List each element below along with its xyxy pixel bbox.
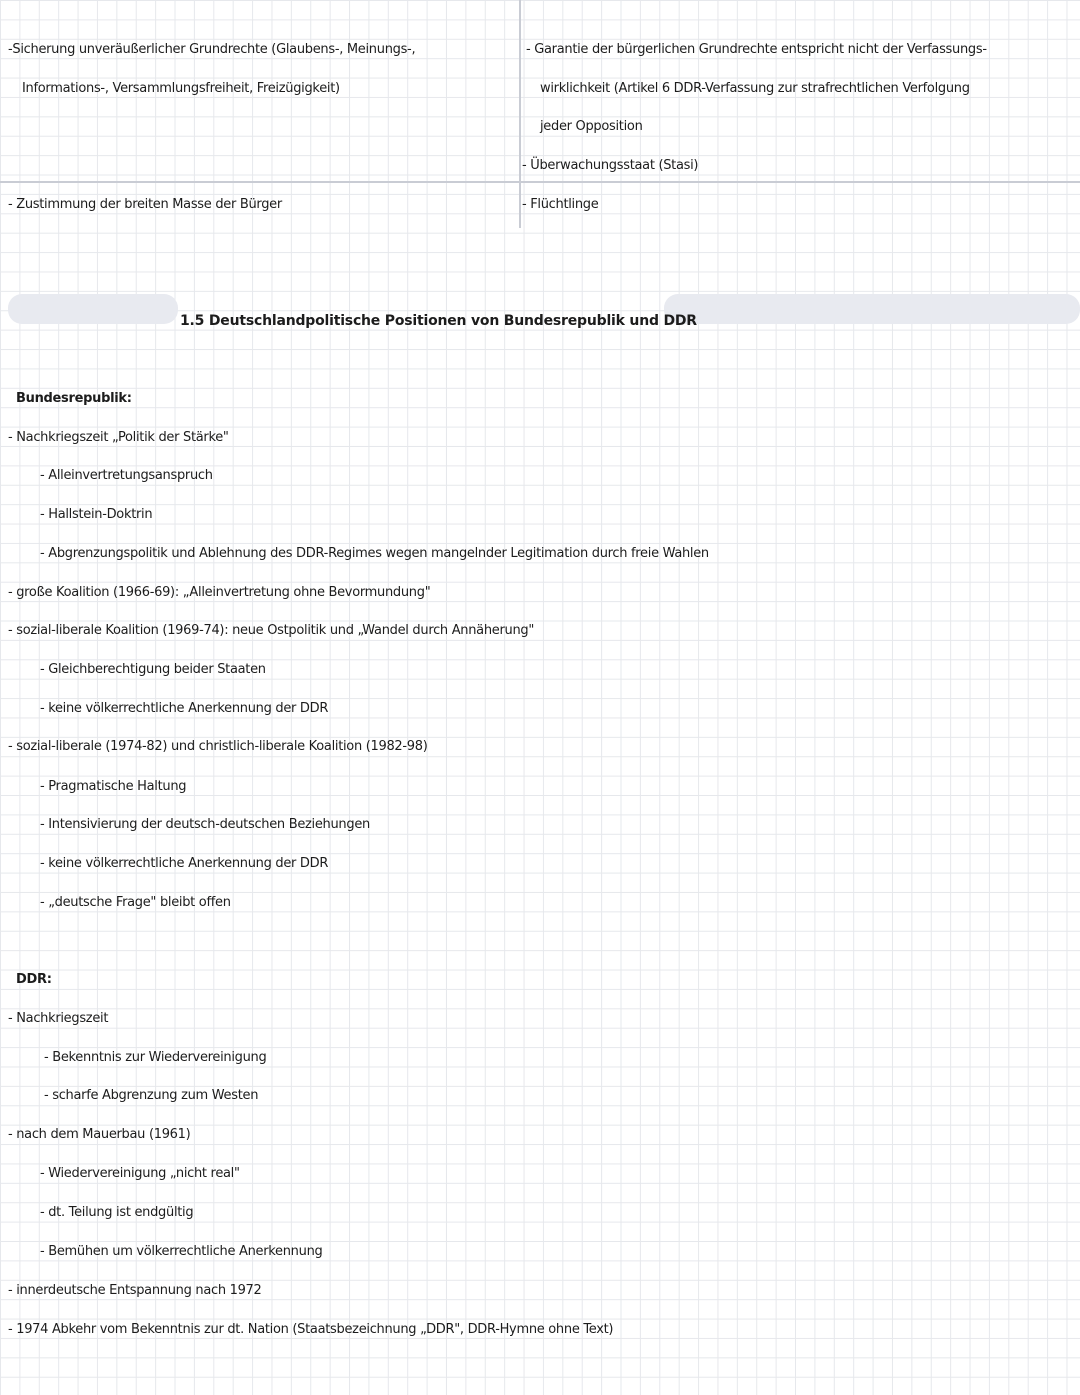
table-right-line-2: wirklichkeit (Artikel 6 DDR-Verfassung zur strafrechtlichen Verfolgung <box>540 81 970 96</box>
brd-line-9: - sozial-liberale (1974-82) und christlich-liberale Koalition (1982-98) <box>8 739 428 754</box>
table-left-line-2: Informations-, Versammlungsfreiheit, Freizügigkeit) <box>22 81 340 96</box>
brd-line-8: - keine völkerrechtliche Anerkennung der DDR <box>40 701 329 716</box>
brd-line-13: - „deutsche Frage" bleibt offen <box>40 895 231 910</box>
brd-line-12: - keine völkerrechtliche Anerkennung der DDR <box>40 856 329 871</box>
section-title: 1.5 Deutschlandpolitische Positionen von Bundesrepublik und DDR <box>180 313 697 329</box>
table-row-divider <box>0 181 1080 183</box>
ddr-line-5: - Wiedervereinigung „nicht real" <box>40 1166 240 1181</box>
brd-line-7: - Gleichberechtigung beider Staaten <box>40 662 266 677</box>
heading-highlight-left <box>8 294 178 324</box>
brd-line-2: - Alleinvertretungsanspruch <box>40 468 213 483</box>
table-right-line-3: jeder Opposition <box>540 119 643 134</box>
ddr-heading: DDR: <box>16 972 52 987</box>
brd-line-6: - sozial-liberale Koalition (1969-74): neue Ostpolitik und „Wandel durch Annäherung" <box>8 623 535 638</box>
brd-line-3: - Hallstein-Doktrin <box>40 507 153 522</box>
ddr-line-4: - nach dem Mauerbau (1961) <box>8 1127 191 1142</box>
ddr-line-3: - scharfe Abgrenzung zum Westen <box>44 1088 259 1103</box>
ddr-line-6: - dt. Teilung ist endgültig <box>40 1205 194 1220</box>
ddr-line-9: - 1974 Abkehr vom Bekenntnis zur dt. Nation (Staatsbezeichnung „DDR", DDR-Hymne ohne Text) <box>8 1322 614 1337</box>
brd-line-4: - Abgrenzungspolitik und Ablehnung des DDR-Regimes wegen mangelnder Legitimation durch freie Wahlen <box>40 546 709 561</box>
brd-line-1: - Nachkriegszeit „Politik der Stärke" <box>8 430 229 445</box>
brd-heading: Bundesrepublik: <box>16 391 132 406</box>
table-right-line-1: - Garantie der bürgerlichen Grundrechte entspricht nicht der Verfassungs- <box>526 42 987 57</box>
table-right-line-4: - Überwachungsstaat (Stasi) <box>522 158 699 173</box>
table-right-line-5: - Flüchtlinge <box>522 197 599 212</box>
table-column-divider <box>519 0 521 228</box>
brd-line-10: - Pragmatische Haltung <box>40 779 187 794</box>
ddr-line-1: - Nachkriegszeit <box>8 1011 109 1026</box>
brd-line-5: - große Koalition (1966-69): „Alleinvertretung ohne Bevormundung" <box>8 585 431 600</box>
heading-highlight-right <box>664 294 1080 324</box>
ddr-line-2: - Bekenntnis zur Wiedervereinigung <box>44 1050 267 1065</box>
ddr-line-7: - Bemühen um völkerrechtliche Anerkennung <box>40 1244 323 1259</box>
ddr-line-8: - innerdeutsche Entspannung nach 1972 <box>8 1283 262 1298</box>
table-left-line-1: -Sicherung unveräußerlicher Grundrechte (Glaubens-, Meinungs-, <box>8 42 416 57</box>
table-left-line-3: - Zustimmung der breiten Masse der Bürger <box>8 197 282 212</box>
brd-line-11: - Intensivierung der deutsch-deutschen Beziehungen <box>40 817 370 832</box>
